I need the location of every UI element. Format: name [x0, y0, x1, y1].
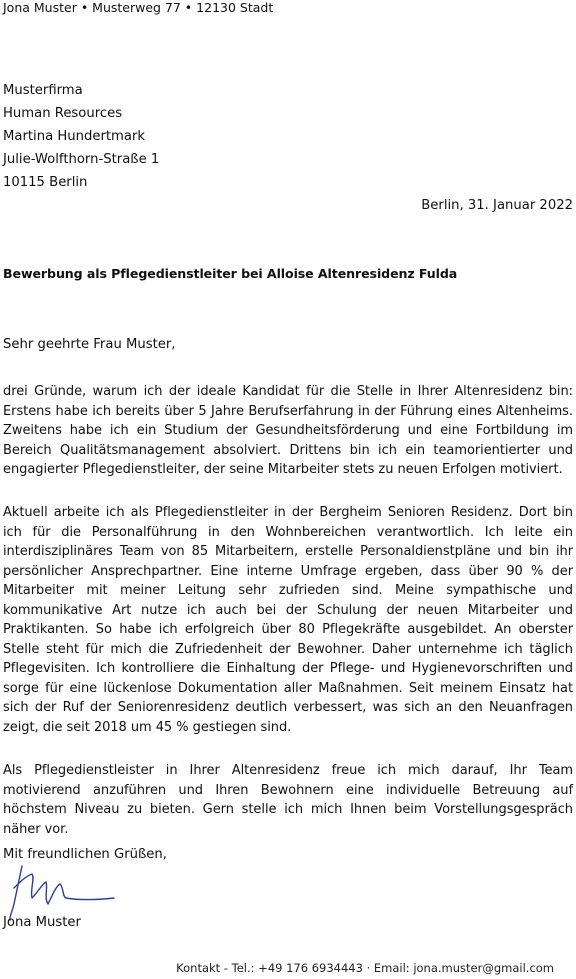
recipient-department: Human Resources	[3, 106, 123, 121]
sender-address-line: Jona Muster • Musterweg 77 • 12130 Stadt	[3, 0, 274, 15]
recipient-street: Julie-Wolfthorn-Straße 1	[3, 152, 160, 167]
letter-date: Berlin, 31. Januar 2022	[421, 198, 573, 213]
contact-footer: Kontakt - Tel.: +49 176 6934443 · Email: jona.muster@gmail.com	[176, 961, 554, 975]
closing-phrase: Mit freundlichen Grüßen,	[3, 847, 167, 862]
signer-name: Jona Muster	[3, 915, 81, 930]
signature-stroke	[10, 866, 114, 920]
recipient-name: Martina Hundertmark	[3, 129, 146, 144]
body-paragraph-3: Als Pflegedienstleister in Ihrer Altenresidenz freue ich mich darauf, Ihr Team motivierend anzuführen und Ihren Bewohnern eine individuelle Betreuung auf höchstem Niveau zu bieten. Gern stelle ich mich Ihnen beim Vorstellungsgespräch näher vor.	[3, 763, 573, 837]
body-paragraph-2: Aktuell arbeite ich als Pflegedienstleiter in der Bergheim Senioren Residenz. Dort bin ich für die Personalführung in den Wohnbereichen verantwortlich. Ich leite ein interdisziplinäres Team von 85 Mitarbeitern, erstelle Personaldienstpläne und bin ihr persönlicher Ansprechpartner. Eine interne Umfrage ergeben, dass über 90 % der Mitarbeiter mit meiner Leitung sehr zufrieden sind. Meine sympathische und kommunikative Art nutze ich auch bei der Schulung der neuen Mitarbeiter und Praktikanten. So habe ich erfolgreich über 80 Pflegekräfte ausgebildet. An oberster Stelle steht für mich die Zufriedenheit der Bewohner. Daher unternehme ich täglich Pflegevisiten. Ich kontrolliere die Einhaltung der Pflege- und Hygienevorschriften und sorge für eine lückenlose Dokumentation aller Maßnahmen. Seit meinem Einsatz hat sich der Ruf der Seniorenresidenz deutlich verbessert, was sich an den Neuanfragen zeigt, die seit 2018 um 45 % gestiegen sind.	[3, 505, 573, 735]
recipient-company: Musterfirma	[3, 83, 83, 98]
salutation: Sehr geehrte Frau Muster,	[3, 337, 176, 352]
letter-subject: Bewerbung als Pflegedienstleiter bei Alloise Altenresidenz Fulda	[3, 266, 458, 281]
recipient-city: 10115 Berlin	[3, 175, 88, 190]
recipient-address	[3, 79, 159, 194]
body-paragraph-1: drei Gründe, warum ich der ideale Kandidat für die Stelle in Ihrer Altenresidenz bin: Erstens habe ich bereits über 5 Jahre Berufserfahrung in der Führung eines Altenheims. Zweitens habe ich ein Studium der Gesundheitsförderung und eine Fortbildung im Bereich Qualitätsmanagement absolviert. Drittens bin ich ein teamorientierter und engagierter Pflegedienstleiter, der seine Mitarbeiter stets zu neuen Erfolgen motiviert.	[3, 384, 573, 477]
